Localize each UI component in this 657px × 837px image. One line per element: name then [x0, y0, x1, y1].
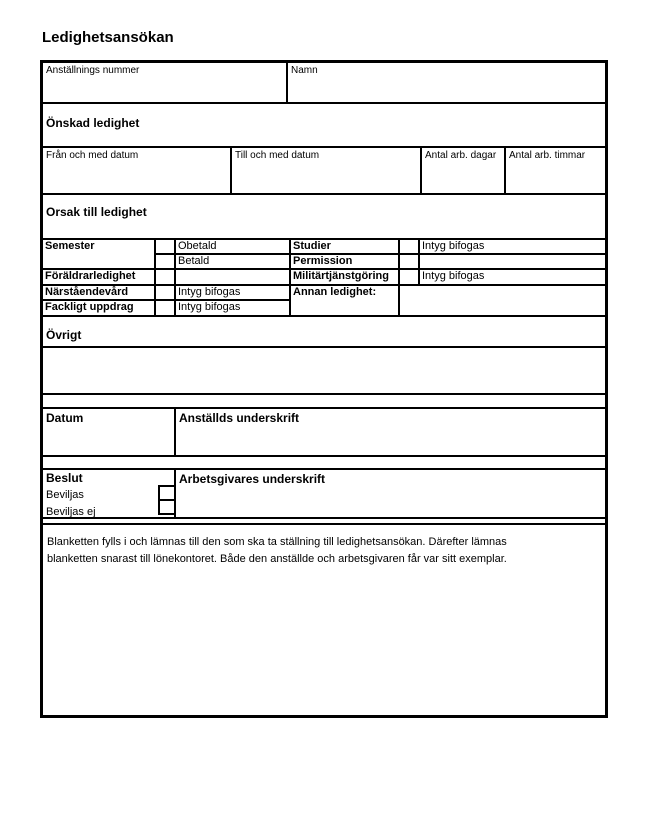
- fackligt-uppdrag-checkbox[interactable]: [156, 301, 176, 317]
- narstaendevard-checkbox[interactable]: [156, 286, 176, 301]
- beviljas-label: Beviljas: [46, 489, 84, 501]
- to-date-field[interactable]: [232, 148, 422, 193]
- orsak-section: [43, 195, 605, 240]
- beslut-heading: Beslut: [46, 471, 83, 485]
- onskad-ledighet-heading: Önskad ledighet: [46, 116, 140, 130]
- permission-checkbox[interactable]: [400, 255, 420, 270]
- ovrigt-section: [43, 317, 605, 348]
- militartjanstgoring-intyg-label: Intyg bifogas: [420, 270, 605, 286]
- spacer-row: [43, 457, 605, 470]
- datum-label: Datum: [46, 411, 84, 425]
- fackligt-uppdrag-label: Fackligt uppdrag: [43, 301, 156, 317]
- anstallds-underskrift-label: Anställds underskrift: [179, 411, 300, 425]
- employee-number-field[interactable]: [43, 63, 288, 102]
- work-days-label: Antal arb. dagar: [425, 150, 497, 161]
- page-title: Ledighetsansökan: [42, 29, 174, 46]
- permission-label: Permission: [291, 255, 400, 270]
- foraldrarledighet-checkbox[interactable]: [156, 270, 176, 286]
- betald-label: Betald: [176, 255, 291, 270]
- decision-row: [43, 470, 605, 519]
- employee-row: [43, 63, 605, 104]
- fackligt-uppdrag-intyg-label: Intyg bifogas: [176, 301, 291, 317]
- work-hours-field[interactable]: [506, 148, 605, 193]
- name-label: Namn: [291, 65, 318, 76]
- leave-application-form: [40, 60, 608, 718]
- arbetsgivares-underskrift-label: Arbetsgivares underskrift: [179, 472, 326, 486]
- obetald-checkbox[interactable]: [156, 240, 176, 255]
- empty-cell: [420, 255, 605, 270]
- narstaendevard-label: Närståendevård: [43, 286, 156, 301]
- foraldrarledighet-label: Föräldrarledighet: [43, 270, 156, 286]
- employee-signature-row: [43, 409, 605, 457]
- from-date-field[interactable]: [43, 148, 232, 193]
- studier-checkbox[interactable]: [400, 240, 420, 255]
- semester-label: Semester: [43, 240, 156, 270]
- orsak-grid: [43, 240, 605, 317]
- dates-row: [43, 148, 605, 195]
- from-date-label: Från och med datum: [46, 150, 139, 161]
- spacer-row: [43, 395, 605, 409]
- ovrigt-heading: Övrigt: [46, 328, 82, 342]
- empty-cell: [176, 270, 291, 286]
- beslut-cell: [43, 470, 176, 517]
- instructions-text: Blanketten fylls i och lämnas till den som ska ta ställning till ledighetsansökan. Därefter lämnas blanketten snarast till lönekontoret. Både den anställde och arbetsgivaren får var sitt exemplar.: [47, 536, 507, 565]
- employee-number-label: Anställnings nummer: [46, 65, 140, 76]
- work-days-field[interactable]: [422, 148, 506, 193]
- anstallds-underskrift-field[interactable]: [176, 409, 605, 455]
- narstaendevard-intyg-label: Intyg bifogas: [176, 286, 291, 301]
- arbetsgivares-underskrift-field[interactable]: [176, 470, 605, 517]
- onskad-ledighet-section: [43, 104, 605, 148]
- beviljas-ej-label: Beviljas ej: [46, 506, 96, 518]
- annan-ledighet-label: Annan ledighet:: [291, 286, 400, 317]
- studier-intyg-label: Intyg bifogas: [420, 240, 605, 255]
- work-hours-label: Antal arb. timmar: [509, 150, 586, 161]
- annan-ledighet-field[interactable]: [400, 286, 605, 317]
- to-date-label: Till och med datum: [235, 150, 320, 161]
- orsak-heading: Orsak till ledighet: [46, 205, 147, 219]
- studier-label: Studier: [291, 240, 400, 255]
- betald-checkbox[interactable]: [156, 255, 176, 270]
- beviljas-ej-checkbox[interactable]: [158, 499, 176, 515]
- obetald-label: Obetald: [176, 240, 291, 255]
- name-field[interactable]: [288, 63, 605, 102]
- ovrigt-field[interactable]: [43, 348, 605, 395]
- militartjanstgoring-checkbox[interactable]: [400, 270, 420, 286]
- militartjanstgoring-label: Militärtjänstgöring: [291, 270, 400, 286]
- instructions-section: [43, 525, 605, 715]
- datum-field[interactable]: [43, 409, 176, 455]
